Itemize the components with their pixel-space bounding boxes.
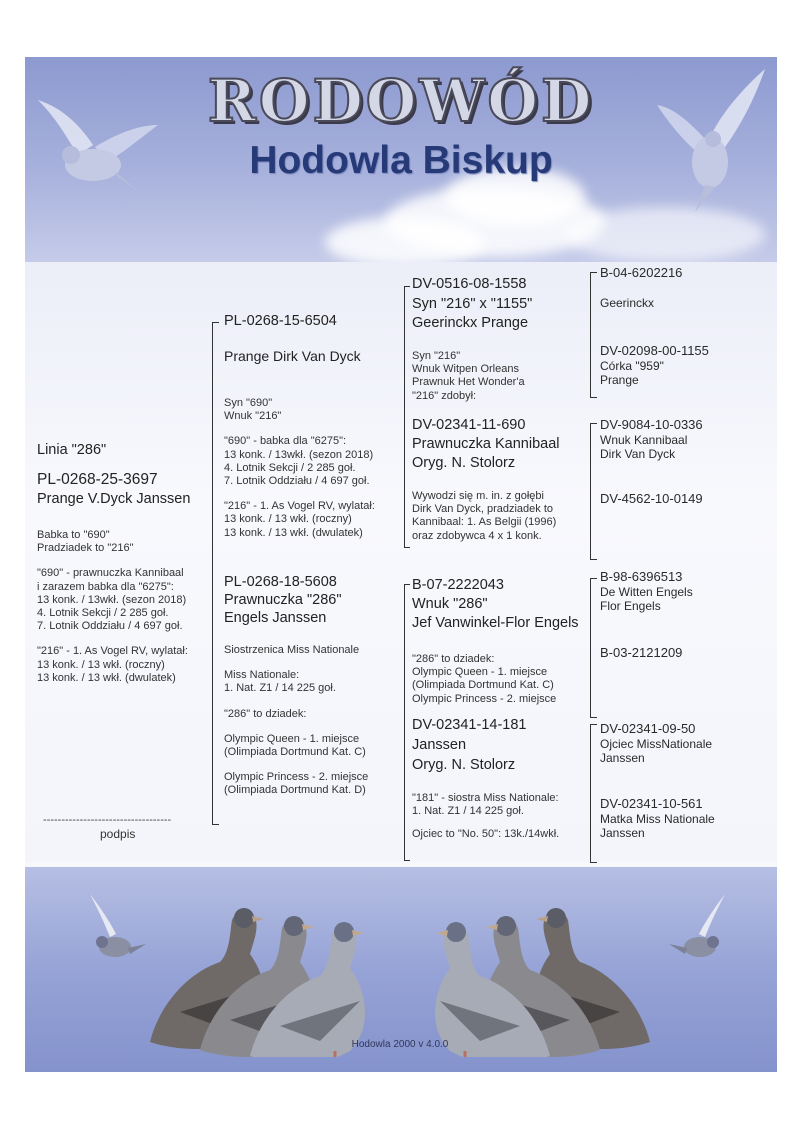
main-name: Prange V.Dyck Janssen [37, 491, 191, 507]
note-line: 7. Lotnik Oddziału / 4 697 goł. [224, 474, 370, 487]
note-line [224, 696, 368, 708]
gen4-line: Matka Miss Nationale [600, 811, 715, 826]
gen4-line: Wnuk Kannibaal [600, 432, 688, 447]
note-line: (Olimpiada Dortmund Kat. D) [224, 784, 366, 797]
note-line: "286" to dziadek: [224, 707, 307, 720]
signature-line: ----------------------------------- [43, 814, 172, 826]
bracket-line [212, 824, 219, 825]
fm-line1: Prawnuczka Kannibaal [412, 436, 560, 452]
mother-line1: Prawnuczka "286" [224, 592, 342, 608]
gen4-entry [600, 796, 715, 840]
gen4-line: Flor Engels [600, 598, 661, 613]
mm-line2: Oryg. N. Stolorz [412, 757, 516, 773]
note-line: Dirk Van Dyck, pradziadek to [412, 503, 554, 516]
mother-notes [224, 644, 368, 798]
father-ring: PL-0268-15-6504 [224, 313, 337, 329]
father-name: Prange Dirk Van Dyck [224, 348, 361, 364]
bracket-line [404, 860, 410, 861]
note-line [224, 721, 368, 733]
gen4-line: Dirk Van Dyck [600, 446, 676, 461]
fm-ring: DV-02341-11-690 [412, 417, 526, 433]
ff-line1: Syn "216" x "1155" [412, 296, 533, 312]
bracket-line [404, 584, 405, 860]
note-line: Syn "216" [412, 350, 461, 362]
gen4-entry [600, 491, 703, 507]
note-line: "690" - prawnuczka Kannibaal [37, 567, 184, 580]
bracket-line [590, 717, 597, 718]
main-notes [37, 529, 188, 685]
main-line: Linia "286" [37, 442, 107, 458]
gen4-ring: DV-4562-10-0149 [600, 491, 703, 506]
note-line [224, 423, 375, 435]
bracket-line [404, 286, 405, 547]
note-line [37, 633, 188, 645]
fm-line2: Oryg. N. Stolorz [412, 455, 516, 471]
gen4-line: Geerinckx [600, 295, 655, 310]
software-version: Hodowla 2000 v 4.0.0 [351, 1039, 449, 1050]
note-line: Wywodzi się m. in. z gołębi [412, 490, 544, 502]
note-line: 13 konk. / 13 wkł. (dwulatek) [37, 671, 176, 684]
note-line: 13 konk. / 13 wkł. (roczny) [37, 658, 165, 671]
note-line: Syn "690" [224, 397, 273, 409]
note-line: (Olimpiada Dortmund Kat. C) [224, 745, 366, 758]
note-line: 13 konk. / 13 wkł. (roczny) [224, 513, 352, 526]
note-line: 13 konk. / 13wkł. (sezon 2018) [37, 593, 187, 606]
note-line: Babka to "690" [37, 529, 110, 541]
gen4-ring: DV-02341-10-561 [600, 796, 703, 811]
standing-pigeons-right-icon [430, 892, 680, 1057]
note-line: 1. Nat. Z1 / 14 225 goł. [412, 805, 524, 818]
gen4-ring: DV-9084-10-0336 [600, 417, 703, 432]
father-notes [224, 397, 375, 540]
note-line: Siostrzenica Miss Nationale [224, 644, 360, 656]
mm-line1: Janssen [412, 737, 467, 753]
cloud-shape [325, 217, 485, 267]
ff-line2: Geerinckx Prange [412, 315, 529, 331]
note-line: Olympic Princess - 2. miejsce [412, 692, 557, 705]
gen4-entry [600, 265, 682, 310]
bracket-line [590, 862, 597, 863]
note-line: 1. Nat. Z1 / 14 225 goł. [224, 682, 336, 695]
note-line [224, 657, 368, 669]
gen4-entry [600, 417, 703, 461]
ff-notes [412, 350, 525, 403]
gen4-entry [600, 721, 712, 765]
note-line: Olympic Princess - 2. miejsce [224, 771, 369, 784]
note-line [224, 759, 368, 771]
note-line: 13 konk. / 13wkł. (sezon 2018) [224, 448, 374, 461]
note-line [37, 555, 188, 567]
gen4-ring: B-03-2121209 [600, 645, 683, 660]
note-line: "216" - 1. As Vogel RV, wylatał: [37, 645, 188, 658]
note-line: Wnuk Witpen Orleans [412, 363, 519, 376]
gen4-line: Ojciec MissNationale [600, 736, 713, 751]
gen4-line: Córka "959" [600, 358, 664, 373]
standing-pigeons-left-icon [120, 892, 370, 1057]
mm-notes [412, 792, 559, 842]
gen4-line: Prange [600, 372, 639, 387]
note-line: (Olimpiada Dortmund Kat. C) [412, 679, 554, 692]
bracket-line [590, 272, 591, 397]
note-line: oraz zdobywca 4 x 1 konk. [412, 529, 542, 542]
gen4-entry [600, 569, 693, 613]
breeder-name: Hodowla Biskup [249, 139, 553, 182]
gen4-line: De Witten Engels [600, 584, 693, 599]
note-line: Olympic Queen - 1. miejsce [224, 732, 360, 745]
gen4-line: Janssen [600, 750, 645, 765]
ff-ring: DV-0516-08-1558 [412, 276, 527, 292]
mf-ring: B-07-2222043 [412, 577, 504, 593]
pedigree-sheet [25, 57, 777, 1072]
gen4-ring: B-98-6396513 [600, 569, 683, 584]
bracket-line [590, 724, 591, 862]
gen4-ring: DV-02341-09-50 [600, 721, 696, 736]
mother-line2: Engels Janssen [224, 610, 327, 626]
mother-ring: PL-0268-18-5608 [224, 574, 337, 590]
gen4-line [600, 281, 682, 296]
bracket-line [590, 559, 597, 560]
note-line: i zarazem babka dla "6275": [37, 580, 174, 593]
mm-ring: DV-02341-14-181 [412, 717, 527, 733]
page-title: RODOWÓD [207, 67, 595, 135]
gen4-entry [600, 343, 709, 387]
note-line: Miss Nationale: [224, 669, 300, 682]
bracket-line [404, 286, 410, 287]
gen4-line: Janssen [600, 825, 645, 840]
note-line: 13 konk. / 13 wkł. (dwulatek) [224, 526, 363, 539]
note-line: Prawnuk Het Wonder'a [412, 376, 525, 389]
signature-label: podpis [100, 827, 136, 841]
bracket-line [590, 724, 597, 725]
main-ring: PL-0268-25-3697 [37, 471, 158, 488]
note-line: "690" - babka dla "6275": [224, 435, 347, 448]
fm-notes [412, 490, 556, 543]
bracket-line [590, 423, 597, 424]
header-banner [25, 57, 777, 262]
mf-line2: Jef Vanwinkel-Flor Engels [412, 615, 579, 631]
note-line: Pradziadek to "216" [37, 542, 134, 555]
bracket-line [404, 547, 410, 548]
note-line: 4. Lotnik Sekcji / 2 285 goł. [37, 606, 169, 619]
note-line: 4. Lotnik Sekcji / 2 285 goł. [224, 461, 356, 474]
bracket-line [212, 322, 219, 323]
note-line: "181" - siostra Miss Nationale: [412, 792, 559, 804]
note-line: "216" zdobył: [412, 389, 477, 402]
mf-line1: Wnuk "286" [412, 596, 488, 612]
bracket-line [590, 272, 597, 273]
gen4-entry [600, 645, 682, 661]
gen4-ring: DV-02098-00-1155 [600, 343, 709, 358]
note-line: Kannibaal: 1. As Belgii (1996) [412, 516, 557, 529]
gen4-ring: B-04-6202216 [600, 265, 683, 280]
bracket-line [590, 578, 597, 579]
bracket-line [590, 578, 591, 717]
bracket-line [212, 322, 213, 825]
note-line: Ojciec to "No. 50": 13k./14wkł. [412, 828, 560, 841]
note-line: 7. Lotnik Oddziału / 4 697 goł. [37, 620, 183, 633]
note-line: Wnuk "216" [224, 410, 282, 423]
bracket-line [590, 397, 597, 398]
bracket-line [590, 423, 591, 559]
bracket-line [404, 584, 410, 585]
note-line [412, 818, 559, 828]
note-line [224, 488, 375, 500]
note-line: Olympic Queen - 1. miejsce [412, 666, 548, 679]
mf-notes [412, 653, 556, 706]
note-line: "286" to dziadek: [412, 653, 495, 665]
note-line: "216" - 1. As Vogel RV, wylatał: [224, 500, 375, 513]
